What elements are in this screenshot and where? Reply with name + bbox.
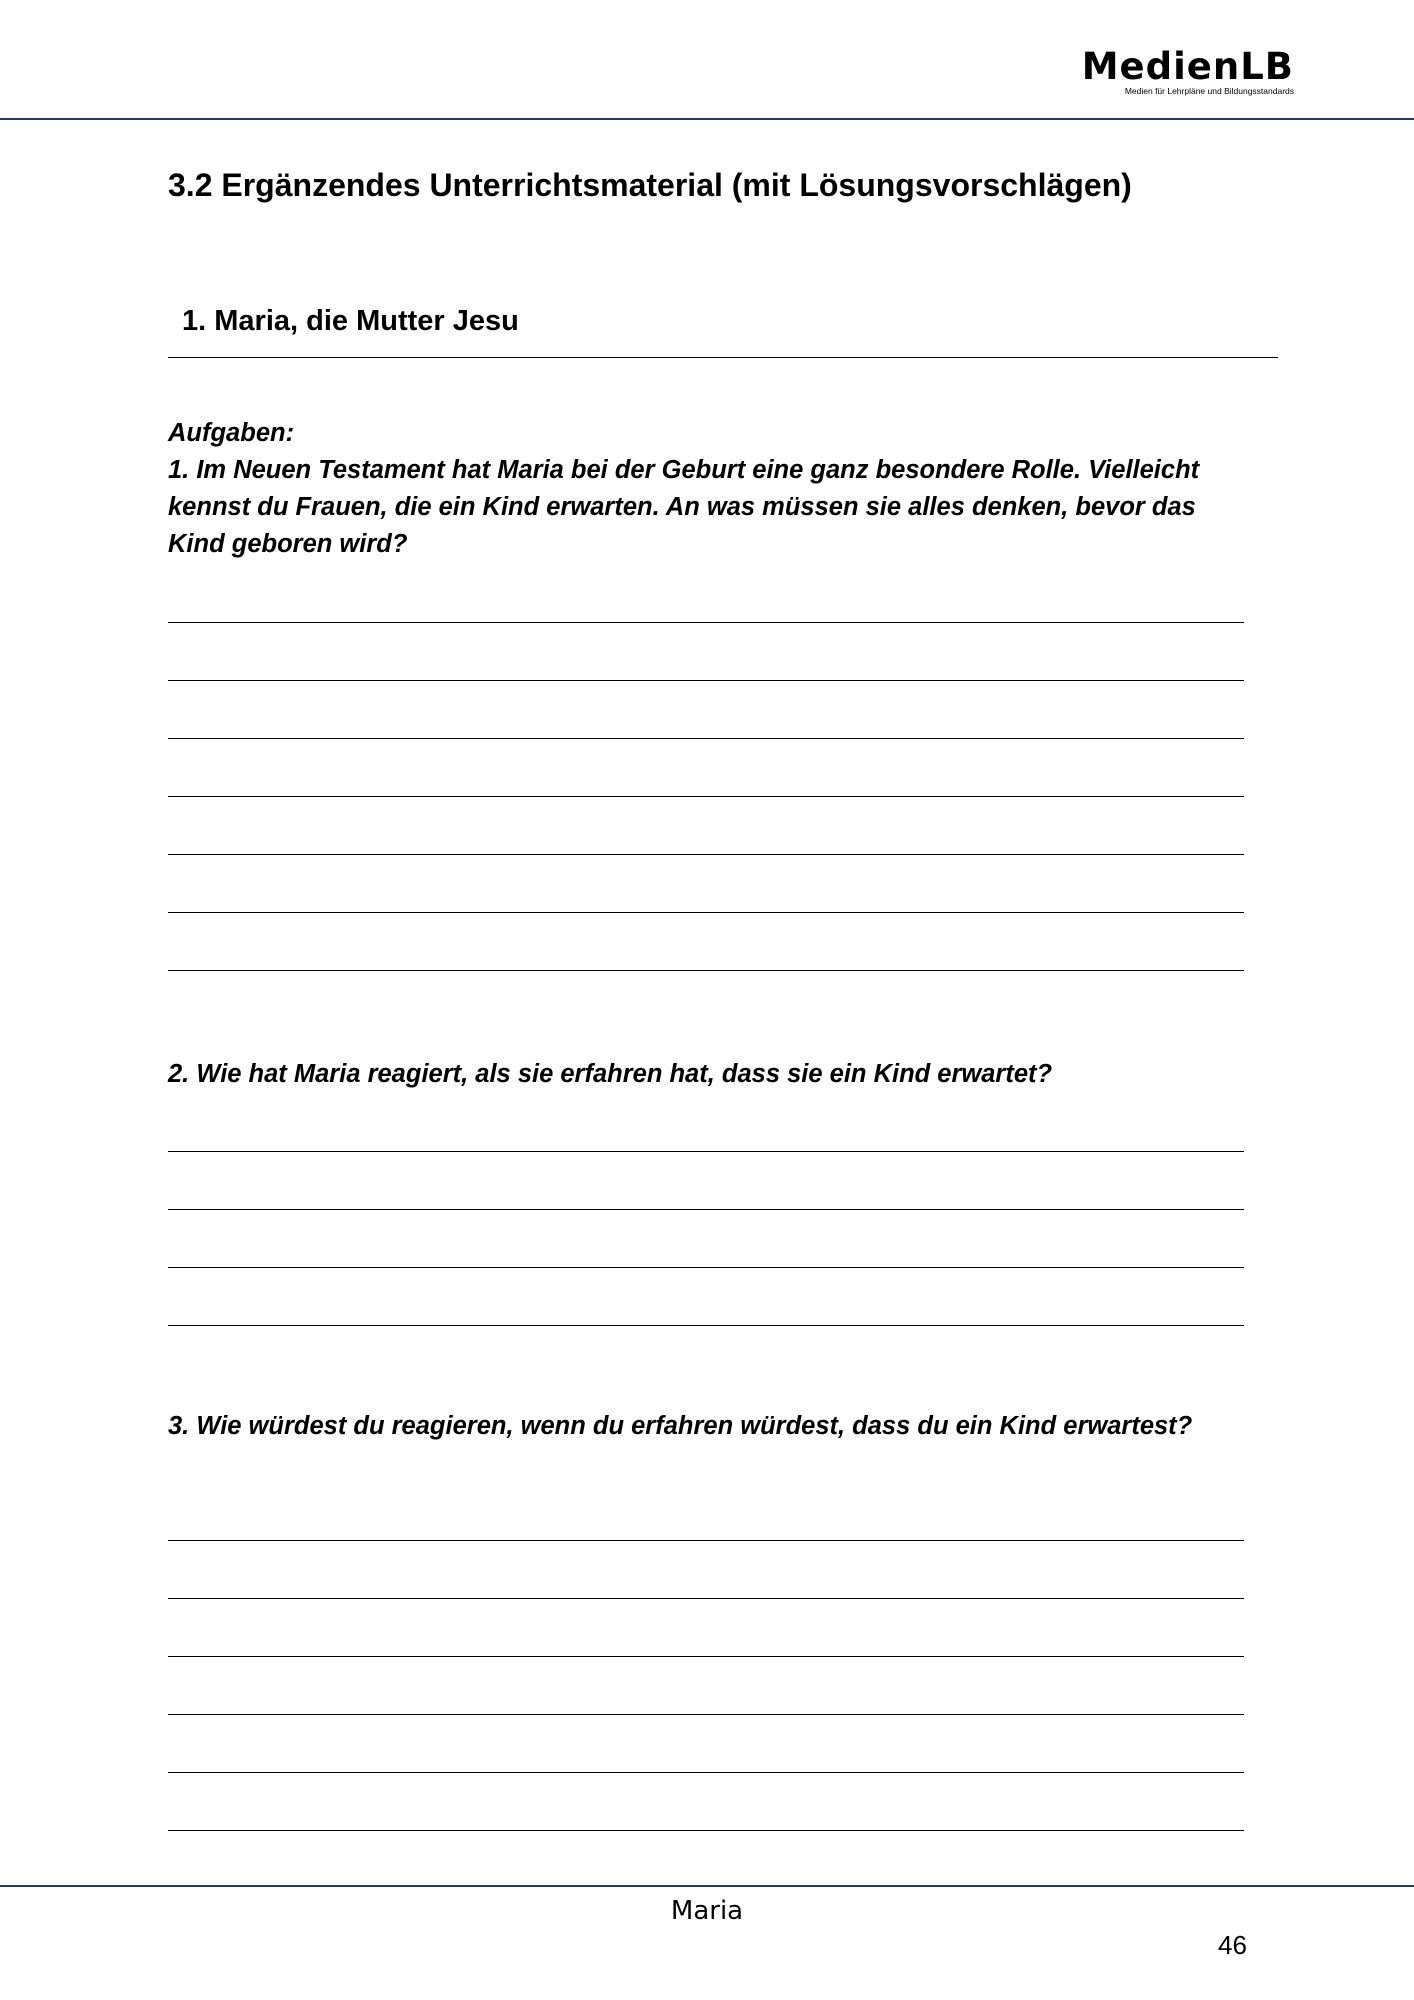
answer-line[interactable]	[168, 855, 1244, 913]
answer-line[interactable]	[168, 797, 1244, 855]
answer-line[interactable]	[168, 1657, 1244, 1715]
question-3-answer-area[interactable]	[168, 1483, 1244, 1831]
header-rule	[0, 118, 1414, 120]
answer-line[interactable]	[168, 1715, 1244, 1773]
answer-line[interactable]	[168, 739, 1244, 797]
answer-line[interactable]	[168, 565, 1244, 623]
question-3-text: 3. Wie würdest du reagieren, wenn du erfahren würdest, dass du ein Kind erwartest?	[168, 1412, 1193, 1440]
question-2-block	[168, 1056, 1248, 1093]
answer-line[interactable]	[168, 1773, 1244, 1831]
question-1-answer-area[interactable]	[168, 565, 1244, 971]
answer-line[interactable]	[168, 623, 1244, 681]
answer-line[interactable]	[168, 913, 1244, 971]
answer-line[interactable]	[168, 1483, 1244, 1541]
subsection-rule	[168, 357, 1278, 358]
footer-title: Maria	[670, 1896, 744, 1926]
logo-wordmark: MedienLB	[1081, 45, 1294, 88]
question-2-text: 2. Wie hat Maria reagiert, als sie erfahren hat, dass sie ein Kind erwartet?	[168, 1060, 1053, 1088]
page-number: 46	[1218, 1930, 1247, 1960]
question-1-block	[168, 415, 1248, 563]
answer-line[interactable]	[168, 1210, 1244, 1268]
answer-line[interactable]	[168, 1152, 1244, 1210]
medienlb-logo	[1081, 45, 1294, 96]
section-title: 3.2 Ergänzendes Unterrichtsmaterial (mit Lösungsvorschlägen)	[168, 167, 1132, 203]
tasks-heading: Aufgaben:	[168, 419, 295, 447]
subsection-title: 1. Maria, die Mutter Jesu	[182, 305, 519, 337]
question-3-block	[168, 1408, 1248, 1445]
footer-rule	[0, 1885, 1414, 1887]
answer-line[interactable]	[168, 1541, 1244, 1599]
answer-line[interactable]	[168, 681, 1244, 739]
question-2-answer-area[interactable]	[168, 1094, 1244, 1326]
answer-line[interactable]	[168, 1599, 1244, 1657]
answer-line[interactable]	[168, 1268, 1244, 1326]
logo-tagline: Medien für Lehrpläne und Bildungsstandards	[1124, 86, 1294, 96]
question-1-text: 1. Im Neuen Testament hat Maria bei der Geburt eine ganz besondere Rolle. Vielleicht kennst du Frauen, die ein Kind erwarten. An was müssen sie alles denken, bevor das Kind geboren wird?	[168, 456, 1200, 558]
answer-line[interactable]	[168, 1094, 1244, 1152]
